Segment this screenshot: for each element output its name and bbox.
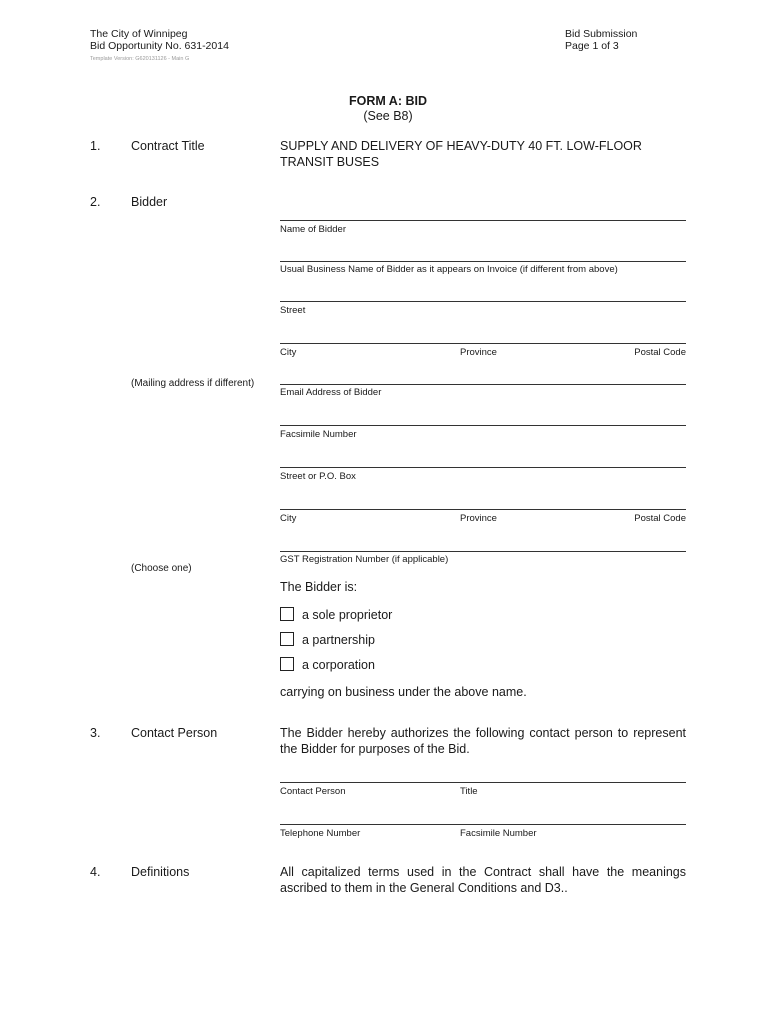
usual-business-name-field[interactable] bbox=[280, 261, 686, 262]
header-page-number: Page 1 of 3 bbox=[565, 40, 619, 52]
postal-code-caption: Postal Code bbox=[634, 347, 686, 358]
choose-one-note: (Choose one) bbox=[131, 563, 192, 574]
section-1-number: 1. bbox=[90, 139, 101, 153]
street-field[interactable] bbox=[280, 301, 686, 302]
city-province-postal-field[interactable] bbox=[280, 343, 686, 344]
contact-telephone-fax-field[interactable] bbox=[280, 824, 686, 825]
gst-registration-caption: GST Registration Number (if applicable) bbox=[280, 554, 449, 565]
corporation-label: a corporation bbox=[302, 658, 375, 672]
definitions-text: All capitalized terms used in the Contract shall have the meanings ascribed to them in the General Conditions and D3.. bbox=[280, 865, 686, 895]
contact-person-caption: Contact Person bbox=[280, 786, 346, 797]
province-caption: Province bbox=[460, 347, 497, 358]
form-subtitle: (See B8) bbox=[363, 109, 413, 123]
city-caption: City bbox=[280, 347, 297, 358]
section-3-number: 3. bbox=[90, 726, 101, 740]
mailing-city-caption: City bbox=[280, 513, 297, 524]
section-2-label: Bidder bbox=[131, 195, 168, 209]
telephone-caption: Telephone Number bbox=[280, 828, 361, 839]
street-po-box-caption: Street or P.O. Box bbox=[280, 471, 356, 482]
section-1-label: Contract Title bbox=[131, 139, 205, 153]
usual-business-name-caption: Usual Business Name of Bidder as it appears on Invoice (if different from above) bbox=[280, 264, 618, 275]
email-field[interactable] bbox=[280, 384, 686, 385]
contact-person-title-field[interactable] bbox=[280, 782, 686, 783]
header-template-version: Template Version: G620131126 - Main G bbox=[90, 56, 190, 62]
street-po-box-field[interactable] bbox=[280, 467, 686, 468]
name-of-bidder-caption: Name of Bidder bbox=[280, 224, 347, 235]
contact-authorization-text: The Bidder hereby authorizes the following contact person to represent the Bidder for purposes of the Bid. bbox=[280, 726, 686, 756]
gst-registration-field[interactable] bbox=[280, 551, 686, 552]
name-of-bidder-field[interactable] bbox=[280, 220, 686, 221]
sole-proprietor-label: a sole proprietor bbox=[302, 608, 393, 622]
header-bid-opportunity: Bid Opportunity No. 631-2014 bbox=[90, 40, 229, 52]
partnership-checkbox[interactable] bbox=[280, 632, 294, 646]
corporation-checkbox[interactable] bbox=[280, 657, 294, 671]
mailing-city-province-postal-field[interactable] bbox=[280, 509, 686, 510]
mailing-province-caption: Province bbox=[460, 513, 497, 524]
form-title: FORM A: BID bbox=[349, 94, 427, 108]
street-caption: Street bbox=[280, 305, 306, 316]
facsimile-field[interactable] bbox=[280, 425, 686, 426]
section-3-label: Contact Person bbox=[131, 726, 218, 740]
email-caption: Email Address of Bidder bbox=[280, 387, 382, 398]
section-2-number: 2. bbox=[90, 195, 101, 209]
facsimile-caption: Facsimile Number bbox=[280, 429, 357, 440]
mailing-postal-code-caption: Postal Code bbox=[634, 513, 686, 524]
contact-title-caption: Title bbox=[460, 786, 478, 797]
carrying-on-business-text: carrying on business under the above name. bbox=[280, 685, 527, 699]
contact-facsimile-caption: Facsimile Number bbox=[460, 828, 537, 839]
header-city: The City of Winnipeg bbox=[90, 28, 188, 40]
bidder-is-label: The Bidder is: bbox=[280, 580, 358, 594]
mailing-address-note: (Mailing address if different) bbox=[131, 378, 255, 389]
partnership-label: a partnership bbox=[302, 633, 375, 647]
contract-title-value: SUPPLY AND DELIVERY OF HEAVY-DUTY 40 FT. LOW-FLOOR TRANSIT BUSES bbox=[280, 139, 642, 169]
sole-proprietor-checkbox[interactable] bbox=[280, 607, 294, 621]
section-4-number: 4. bbox=[90, 865, 101, 879]
header-bid-submission: Bid Submission bbox=[565, 28, 638, 40]
section-4-label: Definitions bbox=[131, 865, 190, 879]
